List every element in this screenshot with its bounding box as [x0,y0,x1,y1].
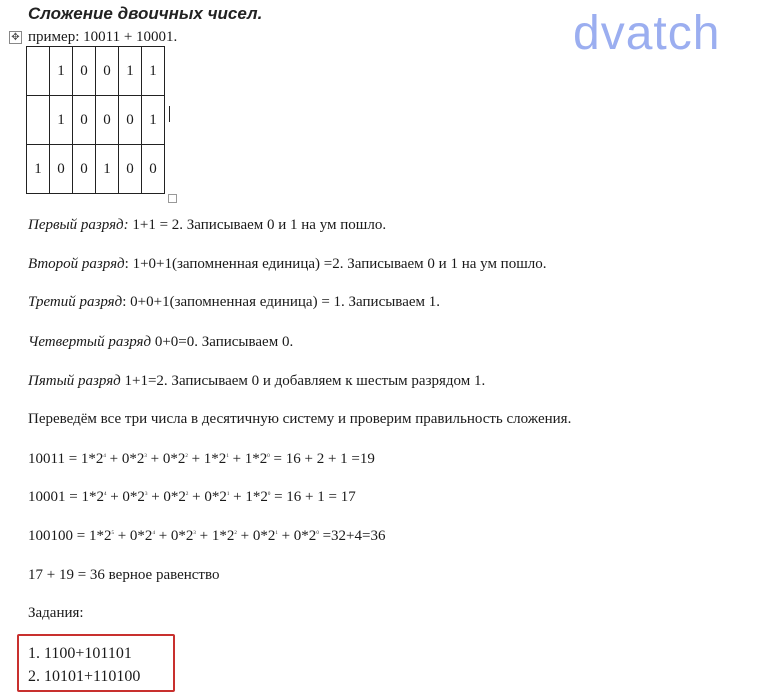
table-cell: 0 [119,145,142,194]
step-5 [28,373,485,390]
intro-text: Переведём все три числа в десятичную систему и проверим правильность сложения. [28,411,572,427]
table-cell: 0 [142,145,165,194]
table-cell: 1 [50,96,73,145]
table-cell [27,47,50,96]
table-cell [27,96,50,145]
step-text: 1+1 = 2. Записываем 0 и 1 на ум пошло. [128,217,387,233]
table-cell: 1 [119,47,142,96]
table-cell: 1 [142,96,165,145]
table-cell: 0 [73,96,96,145]
table-cell: 1 [96,145,119,194]
conversion-3: $100100 = 1*2^5 + 0*2^4 + 0*2^3 + 1*2^2 + 0*2^1 + 0*2^0 =32+4=36$ [28,528,386,544]
table-cell: 0 [73,145,96,194]
step-3 [28,294,440,311]
table-row [27,47,165,96]
example-text: пример: 10011 + 10001. [28,29,178,45]
addition-table [26,46,165,194]
watermark: dvatch [573,7,721,60]
step-text: : 0+0+1(запомненная единица) = 1. Записываем 1. [122,294,441,310]
check-text: 17 + 19 = 36 верное равенство [28,567,220,583]
table-cell: 0 [50,145,73,194]
conversion-1: $10011 = 1*2^4 + 0*2^3 + 0*2^2 + 1*2^1 + 1*2^0 = 16 + 2 + 1 =19$ [28,451,375,467]
table-cell: 0 [96,96,119,145]
step-label: Четвертый разряд [28,334,152,350]
table-row [27,96,165,145]
table-move-handle-icon[interactable]: ✥ [9,31,22,44]
conversion-2: $10001 = 1*2^4 + 0*2^3 + 0*2^2 + 0*2^1 + 1*2^0 = 16 + 1 = 17$ [28,489,356,505]
text-cursor [169,106,170,122]
table-row [27,145,165,194]
step-2 [28,256,547,273]
step-label: Второй разряд [28,256,125,272]
step-text: 0+0=0. Записываем 0. [151,334,294,350]
task-2: 2. 10101+110100 [28,668,141,685]
step-4 [28,334,293,351]
step-label: Третий разряд [28,294,123,310]
table-cell: 0 [96,47,119,96]
step-text: : 1+0+1(запомненная единица) =2. Записываем 0 и 1 на ум пошло. [124,256,547,272]
task-1: 1. 1100+101101 [28,645,132,662]
step-label: Пятый разряд [28,373,121,389]
tasks-heading: Задания: [28,605,84,621]
table-cell: 0 [119,96,142,145]
table-cell: 0 [73,47,96,96]
table-resize-handle[interactable] [168,194,177,203]
step-text: 1+1=2. Записываем 0 и добавляем к шестым разрядом 1. [120,373,486,389]
step-label: Первый разряд: [28,217,129,233]
step-1 [28,217,386,234]
page-title: Сложение двоичных чисел. [28,4,263,23]
table-cell: 1 [142,47,165,96]
table-cell: 1 [27,145,50,194]
table-cell: 1 [50,47,73,96]
